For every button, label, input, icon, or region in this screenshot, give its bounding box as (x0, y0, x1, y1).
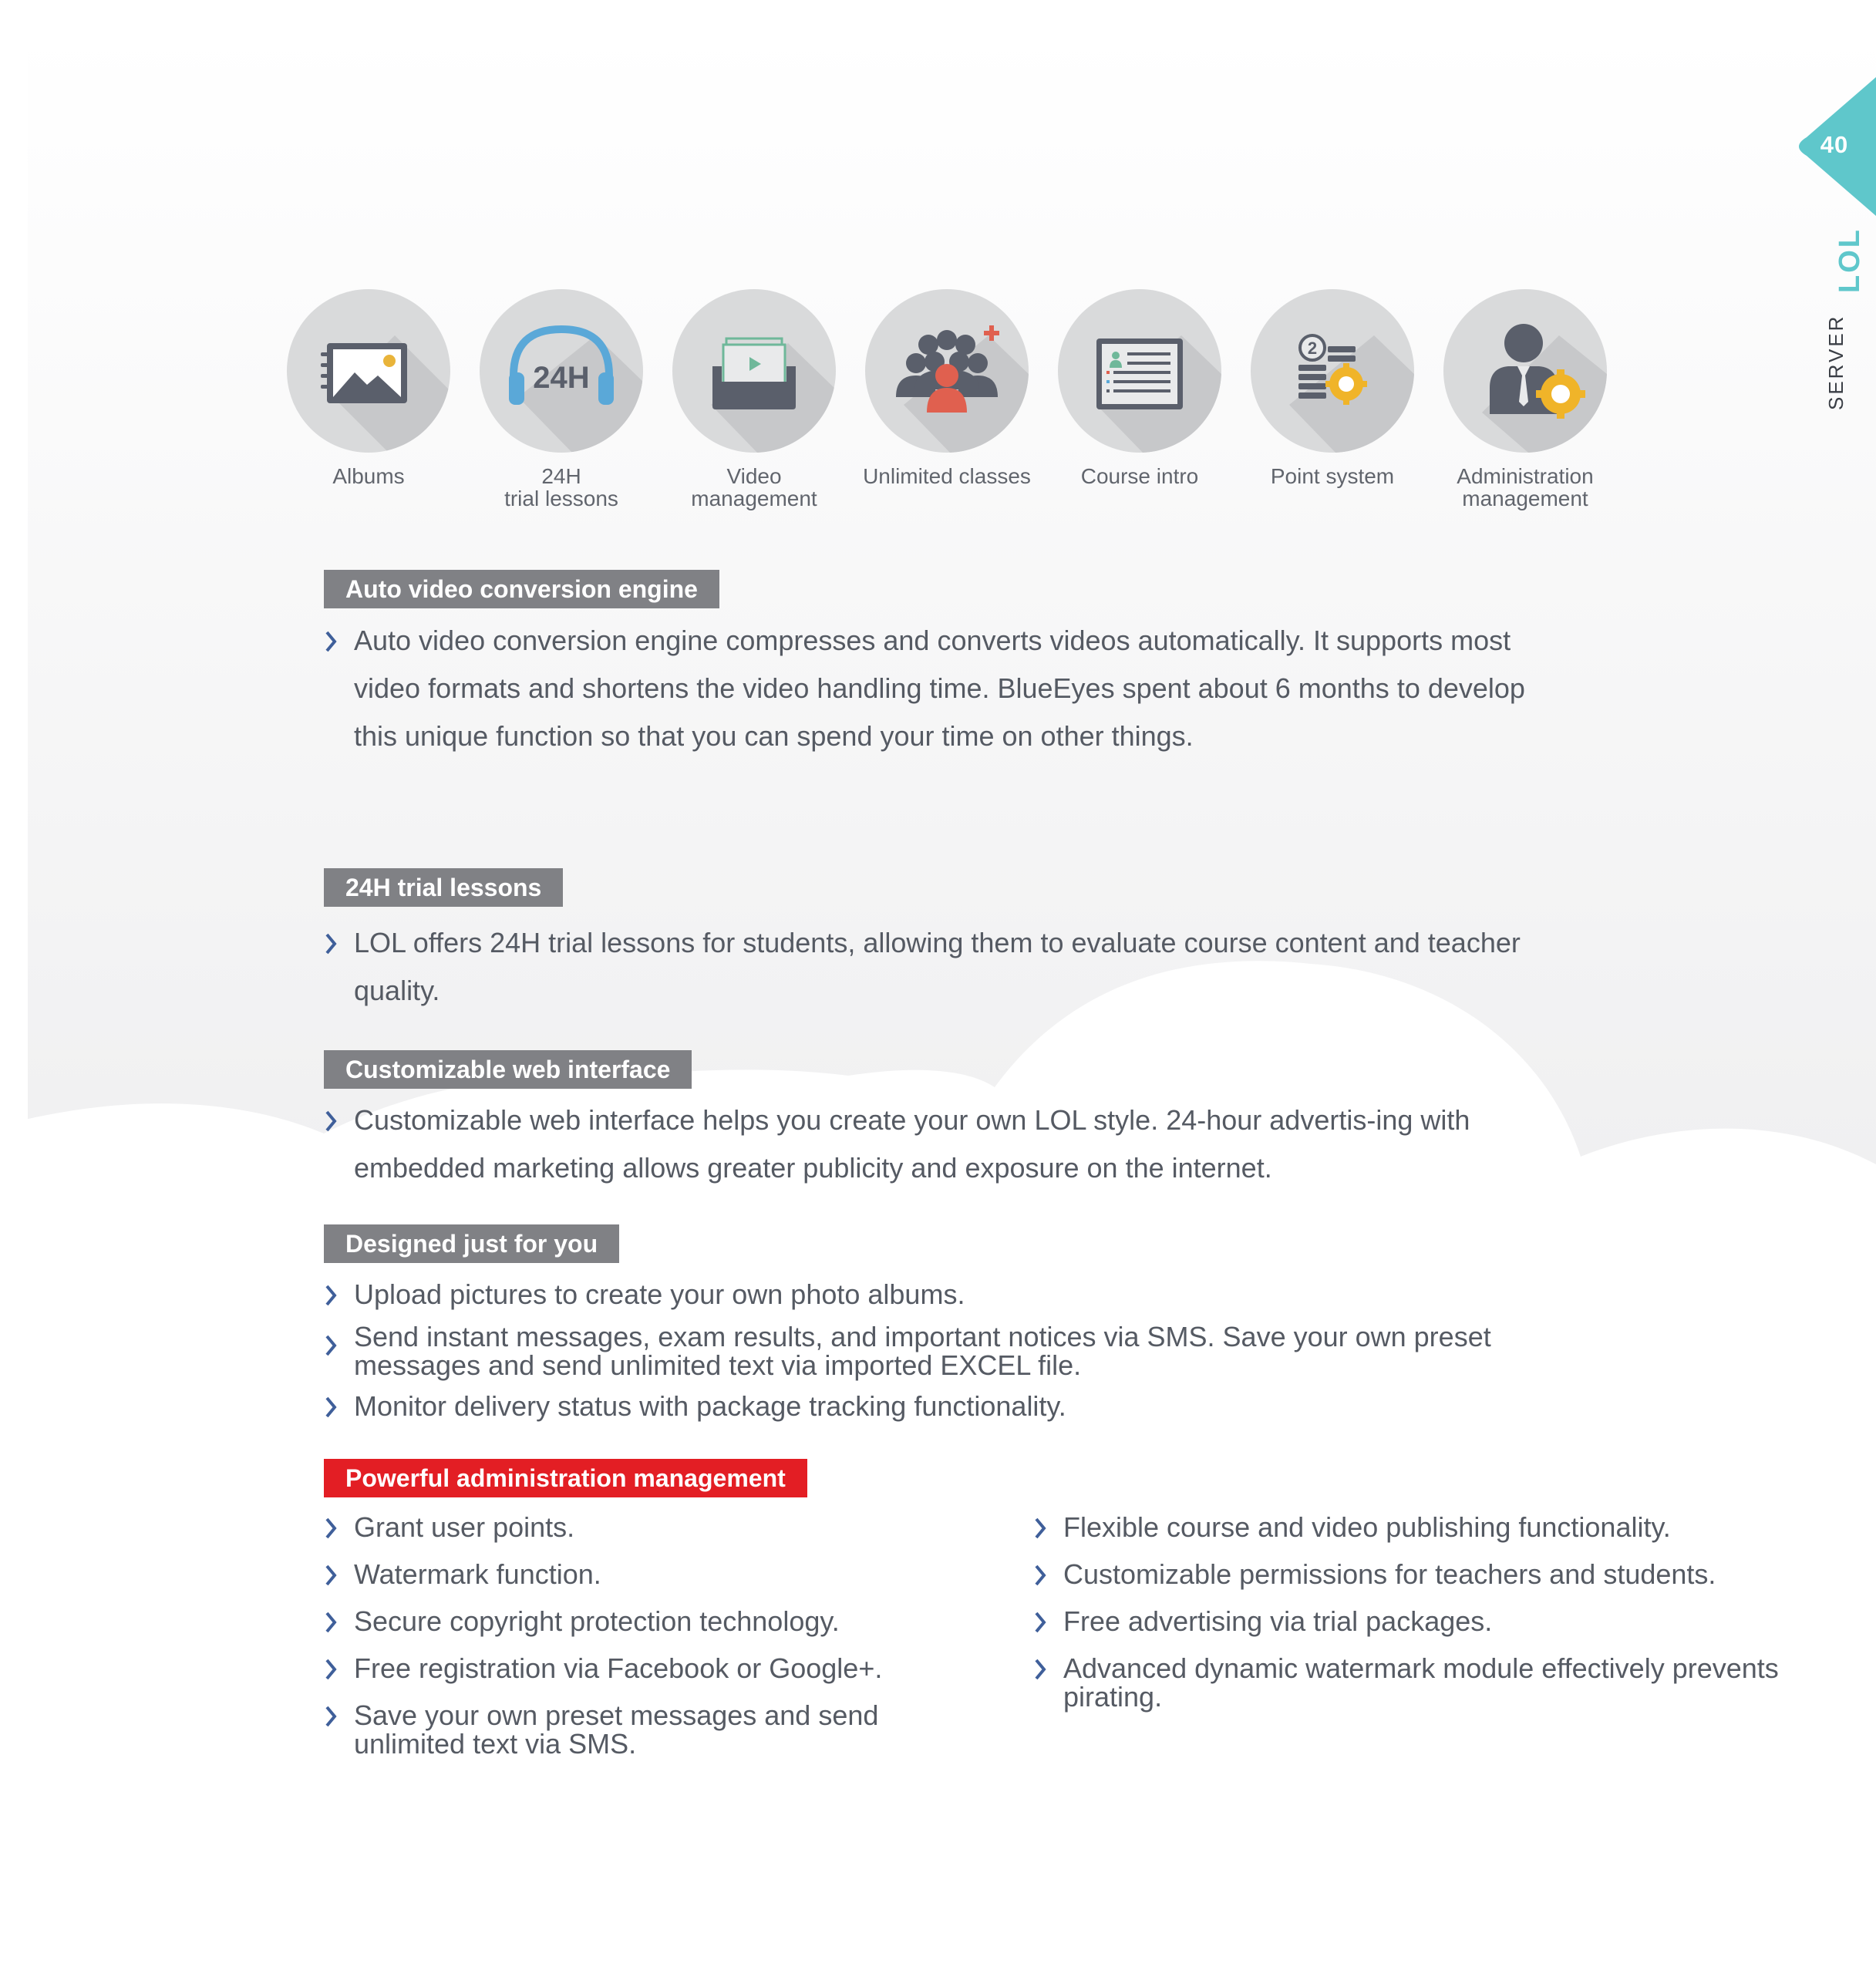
page-number: 40 (1820, 131, 1849, 158)
list-item (324, 919, 1573, 1015)
list-item (324, 1607, 1002, 1635)
headphones-24h-icon (480, 289, 643, 453)
chevron-right-icon (324, 1701, 341, 1732)
item-text: Free advertising via trial packages. (1063, 1605, 1493, 1637)
feature-administration-management (1429, 289, 1622, 510)
list-item (1033, 1513, 1866, 1541)
side-category-label: SERVER (1824, 314, 1847, 410)
side-brand-label: LOL (1834, 227, 1866, 293)
item-text: Monitor delivery status with package tracking functionality. (354, 1390, 1066, 1422)
chevron-right-icon (324, 1560, 341, 1591)
feature-unlimited-classes (850, 289, 1043, 487)
chevron-right-icon (324, 1654, 341, 1685)
feature-label: 24H trial lessons (504, 464, 618, 510)
chevron-right-icon (324, 1106, 341, 1137)
list-item (324, 1654, 1002, 1682)
list-item (324, 1280, 1573, 1309)
item-text: Advanced dynamic watermark module effectively prevents pirating. (1063, 1652, 1779, 1713)
chevron-right-icon (1033, 1654, 1050, 1685)
item-text: Watermark function. (354, 1558, 601, 1590)
chevron-right-icon (324, 1280, 341, 1311)
feature-label: Video management (691, 464, 817, 510)
list-item (324, 1701, 910, 1758)
feature-label: Course intro (1080, 464, 1199, 488)
feature-course-intro (1043, 289, 1236, 487)
list-item (1033, 1560, 1866, 1588)
item-text: Auto video conversion engine compresses and converts videos automatically. It supports most video formats and shortens the video handling time. BlueEyes spent about 6 months to develop this unique function so that you can spend your time on other things. (354, 625, 1525, 752)
item-text: Grant user points. (354, 1511, 575, 1543)
feature-trial-lessons (465, 289, 658, 510)
feature-label: Albums (332, 464, 405, 488)
svg-text:24H: 24H (533, 361, 590, 395)
item-text: Send instant messages, exam results, and important notices via SMS. Save your own preset messages and send unlimited text via imported EXCEL file. (354, 1321, 1491, 1381)
feature-video-management (658, 289, 850, 510)
svg-text:2: 2 (1307, 338, 1318, 358)
item-text: Flexible course and video publishing functionality. (1063, 1511, 1671, 1543)
chevron-right-icon (324, 1513, 341, 1544)
section-heading-web: Customizable web interface (324, 1050, 692, 1089)
list-item (324, 1560, 1002, 1588)
feature-label: Unlimited classes (863, 464, 1031, 488)
list-item (324, 1322, 1573, 1379)
chevron-right-icon (324, 626, 341, 657)
list-item (1033, 1607, 1866, 1635)
photo-album-icon (287, 289, 450, 453)
video-tray-icon (672, 289, 836, 453)
item-text: Free registration via Facebook or Google+. (354, 1652, 883, 1684)
section-heading-auto-video: Auto video conversion engine (324, 570, 719, 608)
chevron-right-icon (1033, 1560, 1050, 1591)
chevron-right-icon (324, 1330, 341, 1361)
feature-label: Point system (1270, 464, 1395, 488)
item-text: Save your own preset messages and send unlimited text via SMS. (354, 1699, 879, 1760)
item-text: Customizable permissions for teachers and students. (1063, 1558, 1716, 1590)
chevron-right-icon (1033, 1513, 1050, 1544)
admin-gear-icon (1443, 289, 1607, 453)
section-heading-trial: 24H trial lessons (324, 868, 563, 907)
list-item (324, 1096, 1573, 1192)
chevron-right-icon (324, 1607, 341, 1638)
chevron-right-icon (1033, 1607, 1050, 1638)
section-heading-admin: Powerful administration management (324, 1459, 807, 1497)
list-item (324, 1392, 1573, 1420)
list-item (324, 1513, 1002, 1541)
feature-albums (272, 289, 465, 487)
feature-point-system (1236, 289, 1429, 487)
feature-label: Administration management (1457, 464, 1594, 510)
item-text: Customizable web interface helps you create your own LOL style. 24-hour advertis-ing with embedded marketing allows greater publicity and exposure on the internet. (354, 1104, 1470, 1184)
id-card-icon (1058, 289, 1221, 453)
chevron-right-icon (324, 928, 341, 959)
coins-gear-icon (1251, 289, 1414, 453)
group-plus-icon (865, 289, 1029, 453)
chevron-right-icon (324, 1392, 341, 1423)
section-heading-designed: Designed just for you (324, 1224, 619, 1263)
item-text: LOL offers 24H trial lessons for students, allowing them to evaluate course content and teacher quality. (354, 927, 1521, 1006)
item-text: Secure copyright protection technology. (354, 1605, 840, 1637)
list-item (324, 617, 1573, 760)
list-item (1033, 1654, 1804, 1711)
item-text: Upload pictures to create your own photo albums. (354, 1278, 965, 1310)
